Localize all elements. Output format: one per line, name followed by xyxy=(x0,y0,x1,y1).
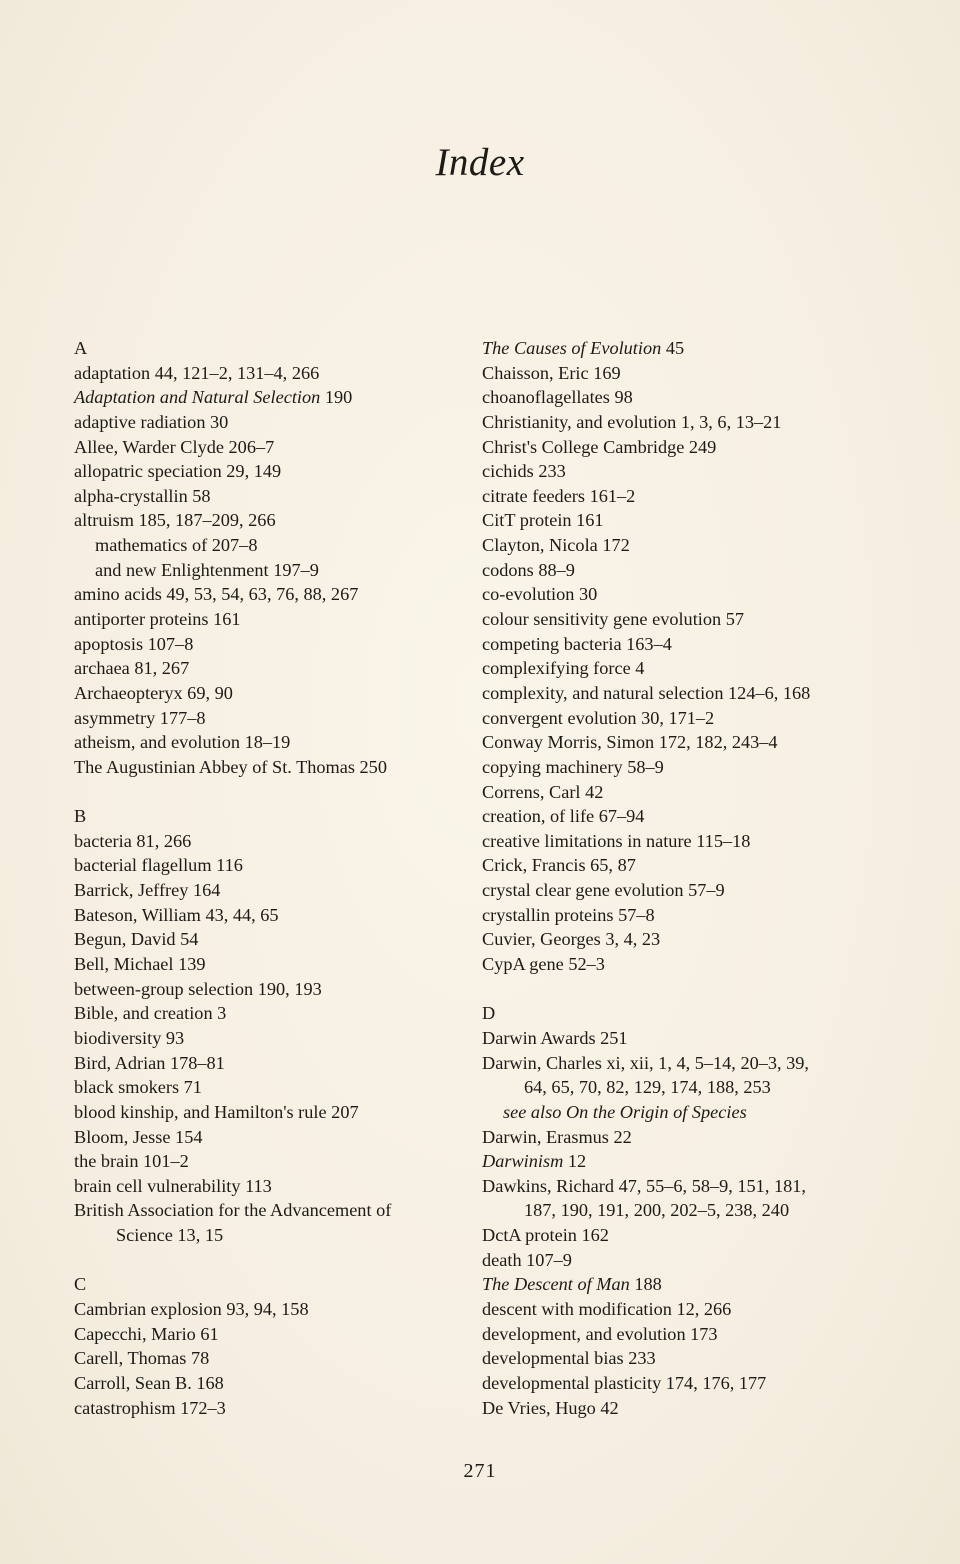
index-entry-text: choanoflagellates 98 xyxy=(482,387,633,408)
index-entry xyxy=(482,853,882,878)
index-entry xyxy=(482,1322,882,1347)
index-entry-text: Capecchi, Mario 61 xyxy=(74,1323,219,1344)
index-entry-continuation xyxy=(482,1075,882,1100)
index-entry xyxy=(482,484,882,509)
index-entry xyxy=(74,632,454,657)
index-entry xyxy=(74,903,454,928)
index-entry-text: apoptosis 107–8 xyxy=(74,633,194,654)
index-entry-text: Carell, Thomas 78 xyxy=(74,1348,210,1369)
index-entry xyxy=(482,1396,882,1421)
index-entry-text: death 107–9 xyxy=(482,1249,572,1270)
index-entry xyxy=(482,459,882,484)
index-entry-text: co-evolution 30 xyxy=(482,584,598,605)
index-entry-text: Chaisson, Eric 169 xyxy=(482,362,621,383)
index-entry-text: Bateson, William 43, 44, 65 xyxy=(74,904,279,925)
index-entry-text: the brain 101–2 xyxy=(74,1151,189,1172)
index-entry-text: CypA gene 52–3 xyxy=(482,954,605,975)
index-entry-text: 190 xyxy=(320,387,353,408)
index-entry xyxy=(482,361,882,386)
index-entry-title: see also On the Origin of Species xyxy=(503,1101,747,1122)
index-entry-text: Darwin Awards 251 xyxy=(482,1027,628,1048)
index-entry-text: developmental bias 233 xyxy=(482,1348,656,1369)
index-entry xyxy=(482,878,882,903)
index-entry xyxy=(482,1149,882,1174)
index-entry xyxy=(482,1051,882,1076)
index-entry-text: catastrophism 172–3 xyxy=(74,1397,226,1418)
index-entry xyxy=(74,1100,454,1125)
index-entry-text: bacterial flagellum 116 xyxy=(74,855,243,876)
index-entry xyxy=(74,1051,454,1076)
index-entry-text: Christ's College Cambridge 249 xyxy=(482,436,717,457)
index-entry xyxy=(74,1125,454,1150)
index-entry xyxy=(74,1075,454,1100)
index-entry-text: descent with modification 12, 266 xyxy=(482,1298,732,1319)
index-entry-text: CitT protein 161 xyxy=(482,510,604,531)
index-entry-text: Barrick, Jeffrey 164 xyxy=(74,880,221,901)
index-entry-text: 45 xyxy=(661,338,685,358)
index-subentry xyxy=(482,1100,882,1125)
index-entry xyxy=(482,607,882,632)
index-entry-text: 64, 65, 70, 82, 129, 174, 188, 253 xyxy=(524,1077,771,1098)
index-entry-text: biodiversity 93 xyxy=(74,1027,185,1048)
index-entry-text: bacteria 81, 266 xyxy=(74,830,192,851)
index-entry-title: Darwinism xyxy=(482,1151,564,1172)
index-entry-text: British Association for the Advancement of xyxy=(74,1200,392,1221)
index-entry xyxy=(74,656,454,681)
index-entry-text: Clayton, Nicola 172 xyxy=(482,535,630,556)
index-entry-text: Cambrian explosion 93, 94, 158 xyxy=(74,1298,309,1319)
index-entry xyxy=(74,410,454,435)
index-entry-title: The Descent of Man xyxy=(482,1274,630,1295)
index-entry-text: Christianity, and evolution 1, 3, 6, 13–21 xyxy=(482,411,782,432)
index-entry-text: complexifying force 4 xyxy=(482,658,645,679)
index-entry-text: A xyxy=(74,338,88,358)
index-entry xyxy=(482,336,882,361)
index-entry-text: Bird, Adrian 178–81 xyxy=(74,1052,225,1073)
index-entry xyxy=(74,755,454,780)
index-entry xyxy=(74,1297,454,1322)
index-subentry xyxy=(74,533,454,558)
index-entry-text: blood kinship, and Hamilton's rule 207 xyxy=(74,1101,359,1122)
index-entry-text: archaea 81, 267 xyxy=(74,658,190,679)
index-entry xyxy=(482,435,882,460)
index-entry-text: 188 xyxy=(629,1274,662,1295)
index-section-letter xyxy=(74,336,454,361)
index-entry-text: asymmetry 177–8 xyxy=(74,707,206,728)
index-entry xyxy=(74,878,454,903)
index-entry xyxy=(74,706,454,731)
index-entry xyxy=(74,361,454,386)
index-entry xyxy=(482,582,882,607)
index-entry-text: competing bacteria 163–4 xyxy=(482,633,672,654)
index-entry xyxy=(482,730,882,755)
index-entry xyxy=(482,533,882,558)
index-entry-text: B xyxy=(74,806,87,827)
index-entry-text: amino acids 49, 53, 54, 63, 76, 88, 267 xyxy=(74,584,359,605)
index-section-letter xyxy=(482,1001,882,1026)
index-entry xyxy=(482,952,882,977)
index-entry-text: Carroll, Sean B. 168 xyxy=(74,1372,224,1393)
index-entry xyxy=(482,656,882,681)
index-entry xyxy=(74,927,454,952)
index-entry xyxy=(482,1371,882,1396)
index-subentry xyxy=(74,558,454,583)
index-entry-text: Archaeopteryx 69, 90 xyxy=(74,682,233,703)
index-entry-text: Science 13, 15 xyxy=(116,1225,224,1246)
index-column-left xyxy=(74,336,454,1420)
index-entry xyxy=(74,1396,454,1421)
index-entry xyxy=(482,1272,882,1297)
index-entry-title: The Causes of Evolution xyxy=(482,338,662,358)
index-entry xyxy=(482,410,882,435)
index-entry-text: citrate feeders 161–2 xyxy=(482,485,636,506)
index-entry xyxy=(482,780,882,805)
index-entry-text: codons 88–9 xyxy=(482,559,575,580)
index-entry-text: alpha-crystallin 58 xyxy=(74,485,211,506)
index-entry-text: De Vries, Hugo 42 xyxy=(482,1397,619,1418)
index-entry-text: mathematics of 207–8 xyxy=(95,535,258,556)
index-entry-text: developmental plasticity 174, 176, 177 xyxy=(482,1372,767,1393)
index-entry-continuation xyxy=(482,1198,882,1223)
index-entry xyxy=(74,1322,454,1347)
index-entry-text: creation, of life 67–94 xyxy=(482,806,645,827)
index-entry-text: Bell, Michael 139 xyxy=(74,954,206,975)
index-entry-text: antiporter proteins 161 xyxy=(74,609,241,630)
index-entry xyxy=(74,681,454,706)
index-entry xyxy=(482,508,882,533)
index-entry-text: 187, 190, 191, 200, 202–5, 238, 240 xyxy=(524,1200,790,1221)
index-entry xyxy=(482,558,882,583)
page-title: Index xyxy=(435,141,525,184)
index-entry xyxy=(482,385,882,410)
index-entry-title: Adaptation and Natural Selection xyxy=(74,387,321,408)
index-entry-text: brain cell vulnerability 113 xyxy=(74,1175,272,1196)
index-entry-text: Bloom, Jesse 154 xyxy=(74,1126,203,1147)
index-entry xyxy=(482,804,882,829)
index-entry-text: C xyxy=(74,1274,87,1295)
index-entry xyxy=(482,1125,882,1150)
index-entry xyxy=(74,508,454,533)
index-entry-text: Darwin, Charles xi, xii, 1, 4, 5–14, 20–3, 39, xyxy=(482,1052,810,1073)
index-entry xyxy=(74,484,454,509)
index-entry-text: copying machinery 58–9 xyxy=(482,756,664,777)
index-entry-text: crystallin proteins 57–8 xyxy=(482,904,655,925)
index-entry-text: Bible, and creation 3 xyxy=(74,1003,227,1024)
index-entry xyxy=(74,1346,454,1371)
index-entry xyxy=(482,681,882,706)
index-entry xyxy=(74,952,454,977)
index-entry xyxy=(482,1026,882,1051)
index-entry xyxy=(74,977,454,1002)
index-entry-text: Cuvier, Georges 3, 4, 23 xyxy=(482,929,661,950)
index-entry xyxy=(74,582,454,607)
index-entry xyxy=(482,755,882,780)
index-entry-text: and new Enlightenment 197–9 xyxy=(95,559,319,580)
index-entry-text: DctA protein 162 xyxy=(482,1225,609,1246)
index-entry-text: Dawkins, Richard 47, 55–6, 58–9, 151, 181, xyxy=(482,1175,806,1196)
index-section-letter xyxy=(74,1272,454,1297)
index-entry xyxy=(482,829,882,854)
index-entry xyxy=(74,853,454,878)
section-spacer xyxy=(74,1248,454,1273)
index-entry xyxy=(482,706,882,731)
index-entry-text: Darwin, Erasmus 22 xyxy=(482,1126,632,1147)
index-entry-text: cichids 233 xyxy=(482,461,566,482)
section-spacer xyxy=(482,977,882,1002)
index-entry-text: black smokers 71 xyxy=(74,1077,202,1098)
index-entry-text: creative limitations in nature 115–18 xyxy=(482,830,751,851)
index-entry xyxy=(74,1198,454,1223)
index-entry xyxy=(482,1297,882,1322)
index-entry-text: Begun, David 54 xyxy=(74,929,199,950)
index-entry-text: allopatric speciation 29, 149 xyxy=(74,461,282,482)
index-entry xyxy=(482,1346,882,1371)
index-entry xyxy=(482,1223,882,1248)
index-entry xyxy=(74,1001,454,1026)
index-entry-text: Crick, Francis 65, 87 xyxy=(482,855,636,876)
index-entry-text: altruism 185, 187–209, 266 xyxy=(74,510,276,531)
index-entry xyxy=(74,435,454,460)
index-entry xyxy=(482,1174,882,1199)
index-entry-continuation xyxy=(74,1223,454,1248)
index-entry xyxy=(74,829,454,854)
index-entry-text: development, and evolution 173 xyxy=(482,1323,718,1344)
index-entry xyxy=(74,730,454,755)
index-entry-text: atheism, and evolution 18–19 xyxy=(74,732,291,753)
index-entry xyxy=(482,632,882,657)
index-entry xyxy=(74,1026,454,1051)
index-column-right xyxy=(482,336,882,1420)
index-entry-text: adaptation 44, 121–2, 131–4, 266 xyxy=(74,362,320,383)
index-entry xyxy=(74,1371,454,1396)
index-entry-text: adaptive radiation 30 xyxy=(74,411,229,432)
index-entry-text: 12 xyxy=(563,1151,587,1172)
index-entry-text: Conway Morris, Simon 172, 182, 243–4 xyxy=(482,732,778,753)
index-entry-text: Allee, Warder Clyde 206–7 xyxy=(74,436,275,457)
index-entry xyxy=(74,607,454,632)
index-entry-text: colour sensitivity gene evolution 57 xyxy=(482,609,744,630)
index-entry xyxy=(74,1149,454,1174)
index-entry-text: crystal clear gene evolution 57–9 xyxy=(482,880,725,901)
index-entry xyxy=(74,459,454,484)
index-entry-text: Correns, Carl 42 xyxy=(482,781,604,802)
index-entry-text: between-group selection 190, 193 xyxy=(74,978,322,999)
index-entry xyxy=(482,903,882,928)
index-entry-text: convergent evolution 30, 171–2 xyxy=(482,707,715,728)
index-entry xyxy=(74,1174,454,1199)
index-entry xyxy=(482,927,882,952)
index-entry xyxy=(74,385,454,410)
index-entry-text: The Augustinian Abbey of St. Thomas 250 xyxy=(74,756,387,777)
section-spacer xyxy=(74,780,454,805)
index-entry-text: D xyxy=(482,1003,496,1024)
index-entry-text: complexity, and natural selection 124–6, 168 xyxy=(482,682,811,703)
page-number: 271 xyxy=(463,1460,497,1482)
index-entry xyxy=(482,1248,882,1273)
index-section-letter xyxy=(74,804,454,829)
